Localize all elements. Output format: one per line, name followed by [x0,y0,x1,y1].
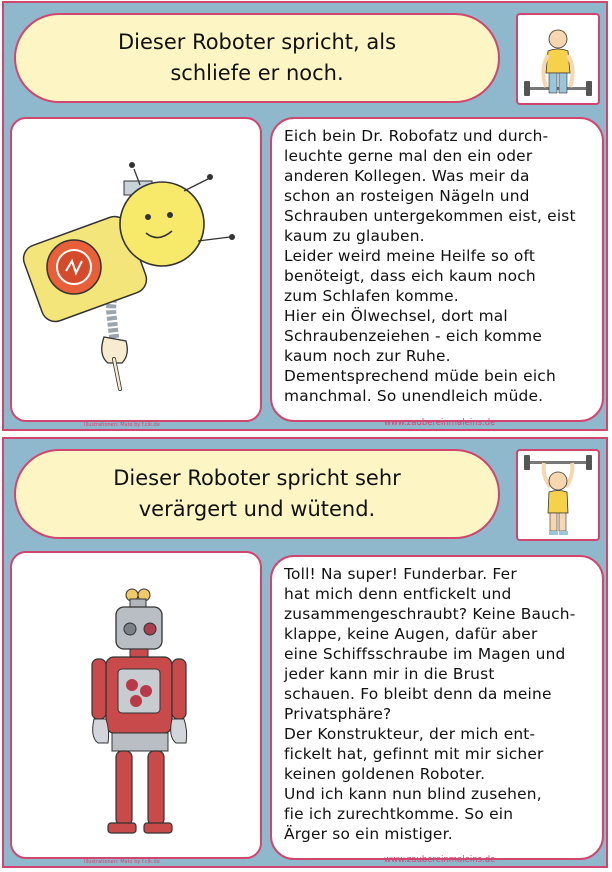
website-url: www.zaubereinmaleins.de [384,855,496,865]
card-text: Eich bein Dr. Robofatz und durch- leuchte gerne mal den ein oder anderen Kollegen. Was meir da schon an rosteigen Nägeln und Schrauben untergekommen eist, eist kaum zu glauben. Leider weird meine Heilfe so oft benöteigt, dass eich kaum noch zum Schlafen komme. Hier ein Ölwechsel, dort mal Schraubenzeiehen - eich komme kaum noch zur Ruhe. Dementsprechend müde bein eich manchmal. So unendleich müde. [270,117,604,422]
illustration-credit: Illustrationen: Mato by f.clk.de [84,859,160,865]
card-title: Dieser Roboter spricht, als schliefe er noch. [14,13,500,103]
card-text: Toll! Na super! Funderbar. Fer hat mich denn entfickelt und zusammengeschraubt? Keine Bauch- klappe, keine Augen, dafür aber eine Schiffsschraube im Magen und jeder kann mir in die Brust schauen. Fo bleibt denn da meine Privatsphäre? Der Konstrukteur, der mich ent- fickelt hat, gefinnt mit mir sicher keinen goldenen Roboter. Und ich kann nun blind zusehen, fie ich zurechtkomme. So ein Ärger so ein mistiger. [270,555,604,860]
website-url: www.zaubereinmaleins.de [384,418,496,428]
yellow-robot-illustration [10,117,262,422]
role-card-sleepy [2,1,608,431]
child-lifting-weights-figure [516,13,600,105]
child-arms-up-figure [516,449,600,541]
role-card-angry [2,437,608,868]
illustration-credit: Illustrationen: Mato by f.clk.de [84,422,160,428]
card-title: Dieser Roboter spricht sehr verärgert und wütend. [14,449,500,539]
red-robot-illustration [10,551,262,859]
